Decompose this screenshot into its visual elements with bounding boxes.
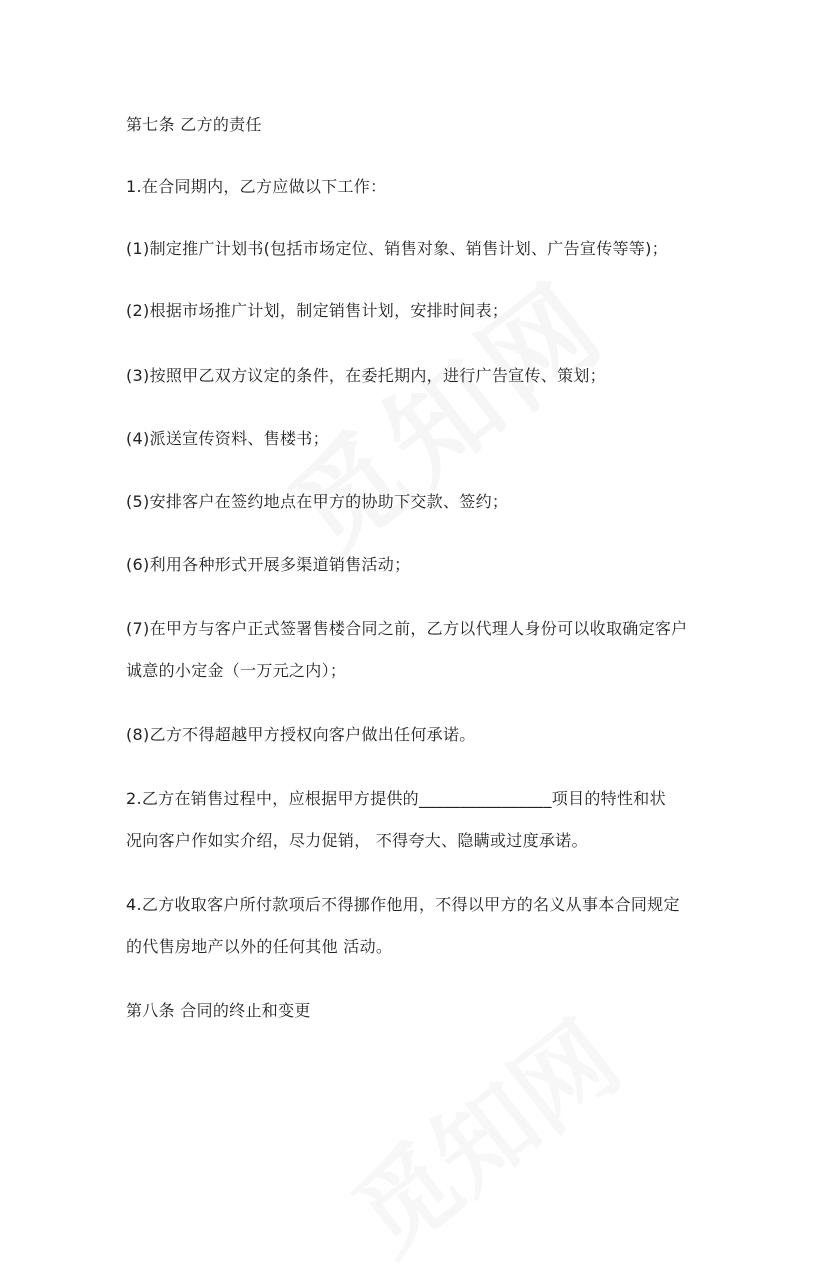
item-2: (2)根据市场推广计划，制定销售计划，安排时间表； <box>126 301 509 320</box>
section-heading-7: 第七条 乙方的责任 <box>126 115 262 134</box>
section-heading-8: 第八条 合同的终止和变更 <box>126 1001 311 1020</box>
paragraph-2-line-2: 况向客户作如实介绍，尽力促销， 不得夸大、隐瞒或过度承诺。 <box>126 831 588 850</box>
paragraph-2-line-1: 2.乙方在销售过程中，应根据甲方提供的________________项目的特性和状 <box>126 789 666 808</box>
paragraph-1: 1.在合同期内，乙方应做以下工作： <box>126 177 387 196</box>
item-8: (8)乙方不得超越甲方授权向客户做出任何承诺。 <box>126 725 476 744</box>
watermark <box>253 238 648 601</box>
item-1: (1)制定推广计划书(包括市场定位、销售对象、销售计划、广告宣传等等)； <box>126 239 668 258</box>
item-7-line-1: (7)在甲方与客户正式签署售楼合同之前，乙方以代理人身份可以收取确定客户 <box>126 619 688 638</box>
item-7-line-2: 诚意的小定金（一万元之内）； <box>126 661 347 680</box>
item-6: (6)利用各种形式开展多渠道销售活动； <box>126 555 411 574</box>
paragraph-4-line-2: 的代售房地产以外的任何其他 活动。 <box>126 937 393 956</box>
watermark-bottom <box>319 982 642 1277</box>
item-5: (5)安排客户在签约地点在甲方的协助下交款、签约； <box>126 492 509 511</box>
item-3: (3)按照甲乙双方议定的条件，在委托期内，进行广告宣传、策划； <box>126 366 606 385</box>
item-4: (4)派送宣传资料、售楼书； <box>126 429 329 448</box>
paragraph-4-line-1: 4.乙方收取客户所付款项后不得挪作他用，不得以甲方的名义从事本合同规定 <box>126 895 680 914</box>
